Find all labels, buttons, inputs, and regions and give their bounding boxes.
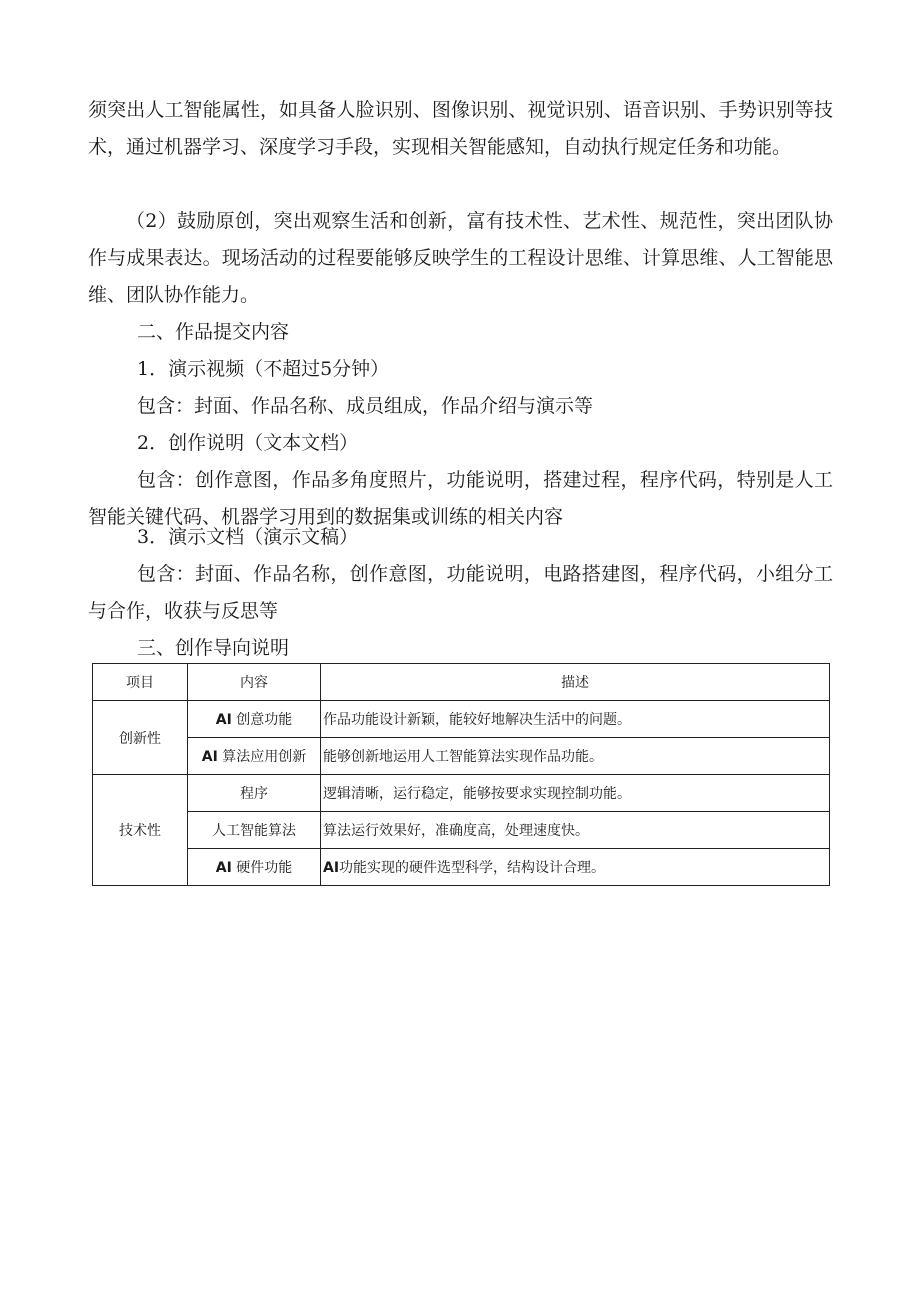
table-row: [93, 812, 830, 849]
content-cell: 程序: [188, 775, 321, 812]
content-text: 算法应用创新: [222, 749, 307, 765]
content-text: 创意功能: [236, 712, 293, 728]
table-header-row: [93, 664, 830, 701]
category-technical: 技术性: [93, 775, 188, 886]
item-title-presentation: 3．演示文档（演示文稿）: [137, 526, 359, 548]
content-cell: [188, 701, 321, 738]
content-cell: [188, 849, 321, 886]
table-row: [93, 849, 830, 886]
guidance-table: [92, 663, 830, 886]
description-text: 功能实现的硬件选型科学，结构设计合理。: [339, 860, 606, 876]
ai-prefix: AI: [323, 860, 340, 876]
header-item: 项目: [93, 664, 188, 701]
ai-prefix: AI: [215, 712, 232, 728]
ai-prefix: AI: [215, 860, 232, 876]
category-innovation: 创新性: [93, 701, 188, 775]
paragraph-ai-attributes: 须突出人工智能属性，如具备人脸识别、图像识别、视觉识别、语音识别、手势识别等技术，通过机器学习、深度学习手段，实现相关智能感知，自动执行规定任务和功能。: [88, 99, 833, 158]
content-cell: 人工智能算法: [188, 812, 321, 849]
description-cell: 作品功能设计新颖，能较好地解决生活中的问题。: [321, 701, 830, 738]
section-heading-guidance: 三、创作导向说明: [137, 637, 290, 659]
description-cell: 能够创新地运用人工智能算法实现作品功能。: [321, 738, 830, 775]
section-heading-submission: 二、作品提交内容: [137, 321, 290, 343]
ai-prefix: AI: [201, 749, 218, 765]
content-text: 硬件功能: [236, 860, 293, 876]
table-row: [93, 775, 830, 812]
description-cell: 逻辑清晰，运行稳定，能够按要求实现控制功能。: [321, 775, 830, 812]
table-row: [93, 701, 830, 738]
description-cell: [321, 849, 830, 886]
content-cell: [188, 738, 321, 775]
item-body-presentation: 包含：封面、作品名称，创作意图，功能说明，电路搭建图，程序代码，小组分工与合作，收获与反思等: [88, 563, 833, 622]
item-body-description: 包含：创作意图，作品多角度照片，功能说明，搭建过程，程序代码，特别是人工智能关键代码、机器学习用到的数据集或训练的相关内容: [88, 469, 833, 528]
table-row: [93, 738, 830, 775]
item-title-description: 2．创作说明（文本文档）: [137, 432, 359, 454]
header-content: 内容: [188, 664, 321, 701]
paragraph-originality: （2）鼓励原创，突出观察生活和创新，富有技术性、艺术性、规范性，突出团队协作与成果表达。现场活动的过程要能够反映学生的工程设计思维、计算思维、人工智能思维、团队协作能力。: [88, 210, 833, 306]
header-description: 描述: [321, 664, 830, 701]
item-body-video: 包含：封面、作品名称、成员组成，作品介绍与演示等: [137, 395, 594, 417]
item-title-video: 1．演示视频（不超过5分钟）: [137, 358, 390, 380]
description-cell: 算法运行效果好，准确度高，处理速度快。: [321, 812, 830, 849]
